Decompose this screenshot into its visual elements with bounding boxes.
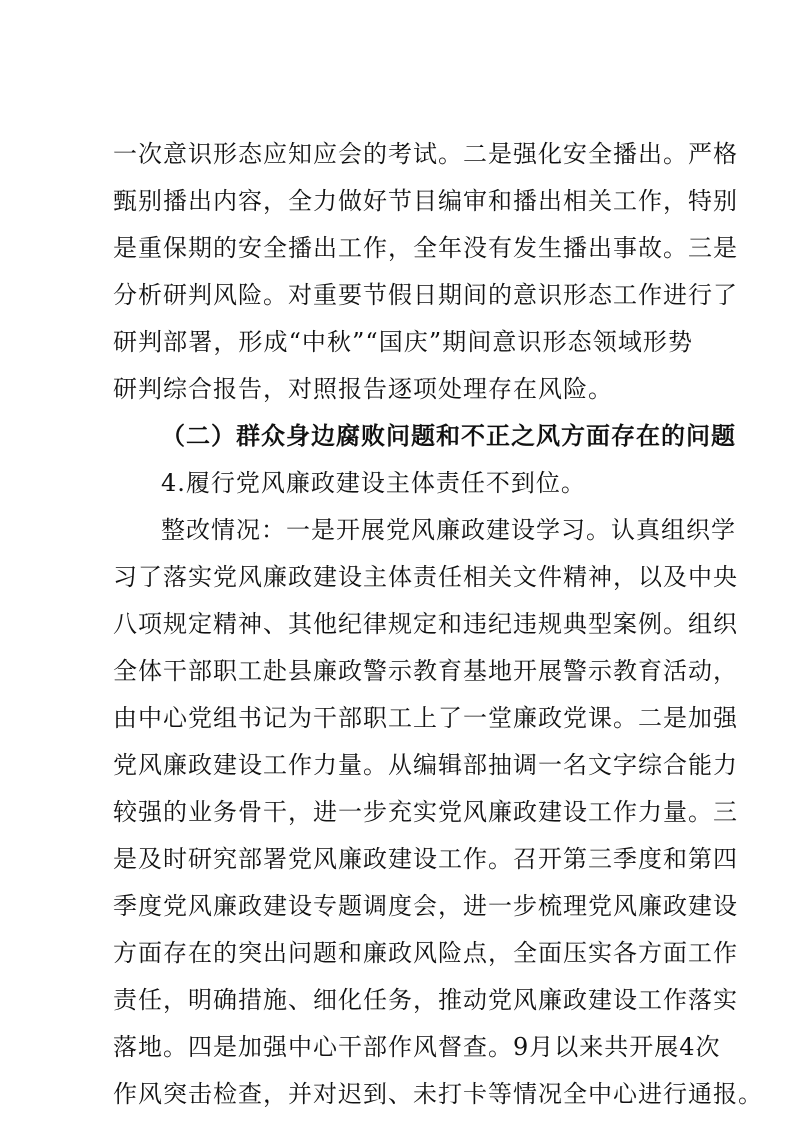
body-text-line: 研判综合报告，对照报告逐项处理存在风险。	[113, 375, 613, 403]
body-text-line: 习了落实党风廉政建设主体责任相关文件精神，以及中央	[113, 563, 738, 591]
section-heading: （二）群众身边腐败问题和不正之风方面存在的问题	[161, 421, 736, 450]
body-text-line: 落地。四是加强中心干部作风督查。9月以来共开展4次	[113, 1033, 721, 1061]
body-text-line: 方面存在的突出问题和廉政风险点，全面压实各方面工作	[113, 939, 738, 967]
body-text-line: 责任，明确措施、细化任务，推动党风廉政建设工作落实	[113, 986, 738, 1014]
body-text-line: 作风突击检查，并对迟到、未打卡等情况全中心进行通报。	[113, 1080, 763, 1108]
body-text-line: 党风廉政建设工作力量。从编辑部抽调一名文字综合能力	[113, 751, 738, 779]
body-text-line: 全体干部职工赴县廉政警示教育基地开展警示教育活动，	[113, 657, 738, 685]
body-text-line: 季度党风廉政建设专题调度会，进一步梳理党风廉政建设	[113, 892, 738, 920]
body-text-line: 整改情况：一是开展党风廉政建设学习。认真组织学	[161, 516, 736, 544]
body-text-line: 是及时研究部署党风廉政建设工作。召开第三季度和第四	[113, 845, 738, 873]
body-text-line: 一次意识形态应知应会的考试。二是强化安全播出。严格	[113, 140, 738, 168]
body-text-line: 是重保期的安全播出工作，全年没有发生播出事故。三是	[113, 234, 738, 262]
body-text-line: 研判部署，形成“中秋”“国庆”期间意识形态领域形势	[113, 328, 693, 356]
body-text-line: 较强的业务骨干，进一步充实党风廉政建设工作力量。三	[113, 798, 738, 826]
body-text-line: 甄别播出内容，全力做好节目编审和播出相关工作，特别	[113, 187, 738, 215]
item-heading: 4.履行党风廉政建设主体责任不到位。	[161, 469, 586, 497]
body-text-line: 分析研判风险。对重要节假日期间的意识形态工作进行了	[113, 281, 738, 309]
body-text-line: 由中心党组书记为干部职工上了一堂廉政党课。二是加强	[113, 704, 738, 732]
body-text-line: 八项规定精神、其他纪律规定和违纪违规典型案例。组织	[113, 610, 738, 638]
